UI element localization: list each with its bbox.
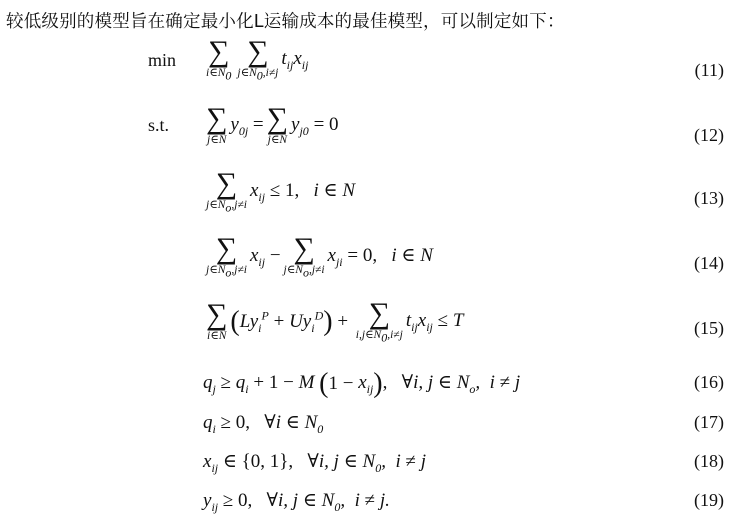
equation-15: ∑ i∈N $(Ly_i^P + Uy_i^D)$ + ∑ $i,j\in N_0,i\ne j$ $t_{ij}x_{ij} \le T$ xyxy=(206,297,464,345)
equation-number-17: (17) xyxy=(694,412,724,432)
equation-14: ∑ $j\in N_o,j\ne i$ $x_{ij}$ − ∑ $j\in N_o,j\ne i$ $x_{ji} = 0$, i ∈ N xyxy=(206,232,433,280)
equation-number-11: (11) xyxy=(694,60,724,80)
equation-12: ∑ j∈N $y_{0j}$ = ∑ j∈N $y_{j0} = 0$ xyxy=(206,102,339,146)
equation-19: $y_{ij} \ge 0$, ∀i, j ∈ $N_0$, i ≠ j. xyxy=(203,490,390,514)
equation-number-13: (13) xyxy=(694,188,724,208)
equation-number-19: (19) xyxy=(694,490,724,510)
intro-paragraph: 较低级别的模型旨在确定最小化L运输成本的最佳模型，可以制定如下： xyxy=(6,12,565,32)
objective-label: min xyxy=(148,50,177,70)
equation-number-16: (16) xyxy=(694,372,724,392)
equation-17: $q_i \ge 0$, ∀i ∈ $N_0$ xyxy=(203,412,324,436)
equation-18: $x_{ij}$ ∈ {0, 1}, ∀i, j ∈ $N_0$, i ≠ j xyxy=(203,451,426,475)
constraints-label: s.t. xyxy=(148,115,170,135)
equation-number-14: (14) xyxy=(694,253,724,273)
equation-number-12: (12) xyxy=(694,125,724,145)
equation-11: ∑ $i\in N_0$ ∑ $j\in N_0,i\ne j$ $t_{ij}x_{ij}$ xyxy=(206,35,309,83)
equation-13: ∑ $j\in N_o,j\ne i$ $x_{ij} \le 1$, i ∈ N xyxy=(206,167,356,215)
equation-16: $q_j \ge q_i + 1 - M$ $(1 - x_{ij})$, ∀i, j ∈ $N_o$, i ≠ j xyxy=(203,368,521,399)
equation-number-18: (18) xyxy=(694,451,724,471)
equation-number-15: (15) xyxy=(694,318,724,338)
